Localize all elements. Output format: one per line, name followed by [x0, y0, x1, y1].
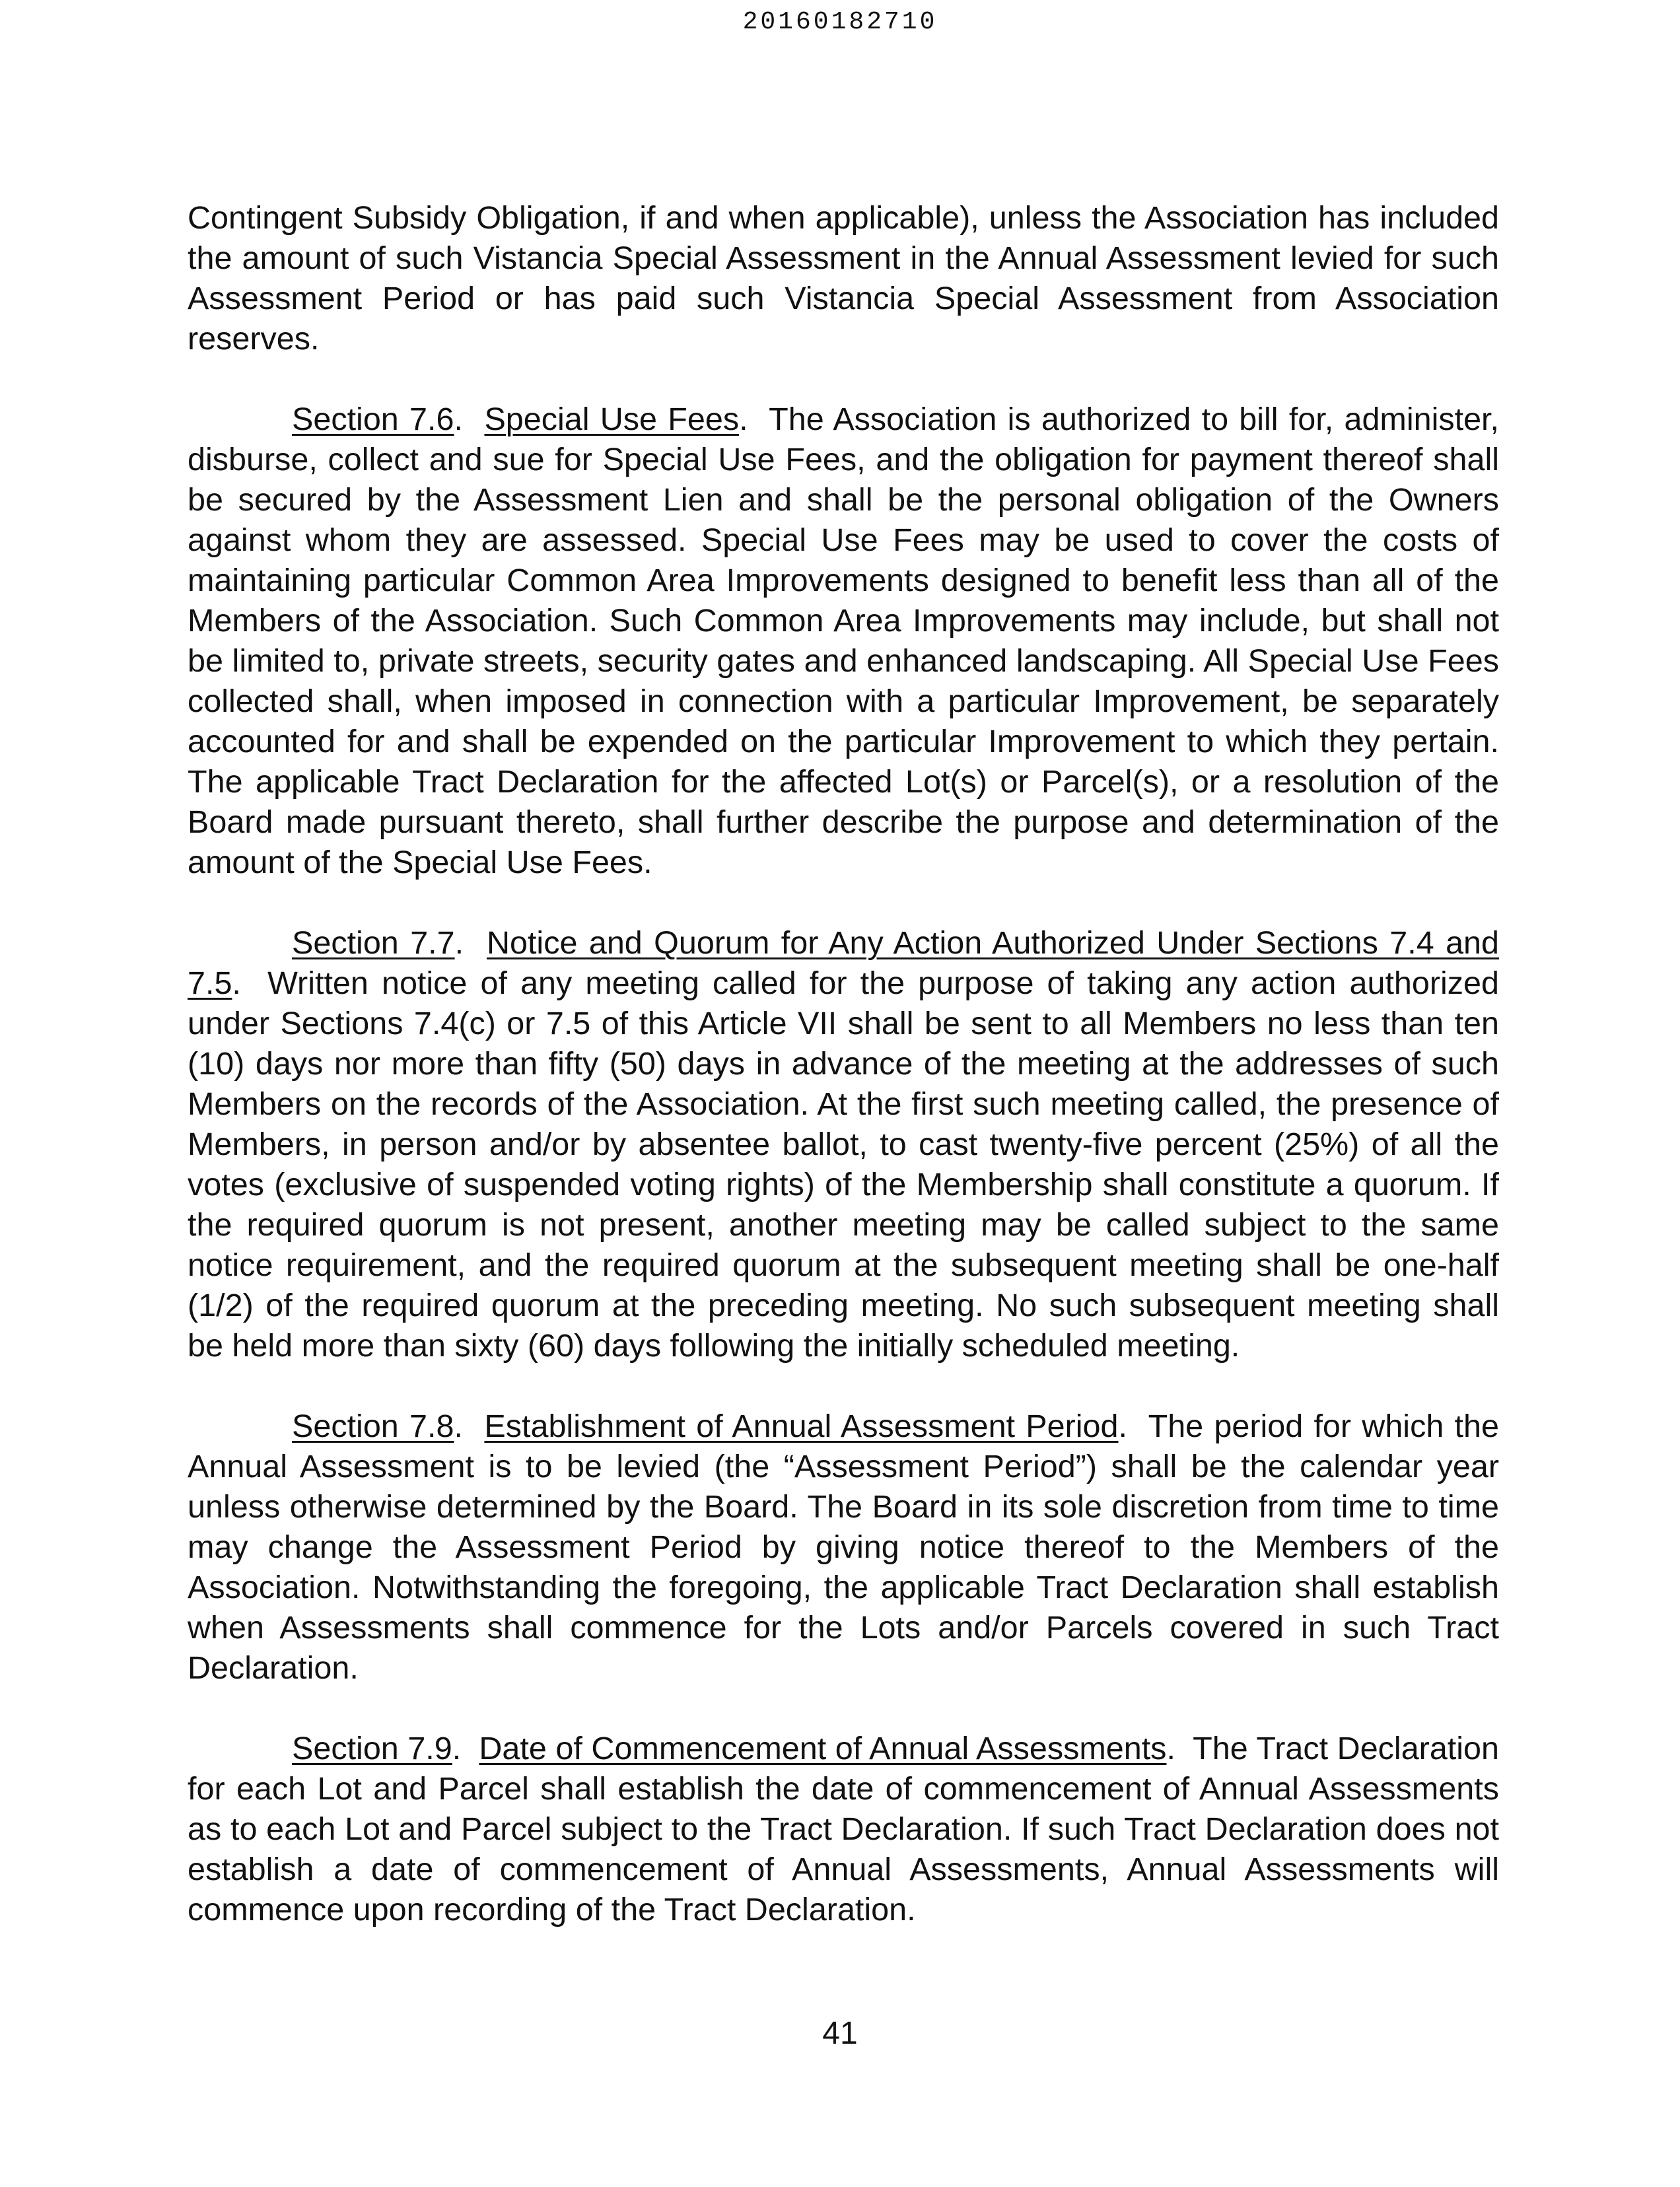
paragraph-continuation [188, 198, 1499, 359]
section-title: Date of Commencement of Annual Assessments [479, 1731, 1167, 1766]
section-text: The period for which the Annual Assessment is to be levied (the “Assessment Period”) shall be the calendar year unless otherwise determined by the Board. The Board in its sole discretion from time to time may change the Assessment Period by giving notice thereof to the Members of the Association. Notwithstanding the foregoing, the applicable Tract Declaration shall establish when Assessments shall commence for the Lots and/or Parcels covered in such Tract Declaration. [188, 1408, 1499, 1686]
document-recording-number: 20160182710 [742, 8, 938, 36]
section-7-8: Section 7.8. Establishment of Annual Assessment Period. The period for which the Annual Assessment is to be levied (the “Assessment Period”) shall be the calendar year unless otherwise determined by the Board. The Board in its sole discretion from time to time may change the Assessment Period by giving notice thereof to the Members of the Association. Notwithstanding the foregoing, the applicable Tract Declaration shall establish when Assessments shall commence for the Lots and/or Parcels covered in such Tract Declaration. [188, 1408, 1499, 1686]
section-title: Establishment of Annual Assessment Period [484, 1408, 1119, 1444]
section-number: Section 7.7 [292, 925, 455, 961]
section-7-7: Section 7.7. Notice and Quorum for Any Action Authorized Under Sections 7.4 and 7.5. Written notice of any meeting called for the purpose of taking any action authorized under Sections 7.4(c) or 7.5 of this Article VII shall be sent to all Members no less than ten (10) days nor more than fifty (50) days in advance of the meeting at the addresses of such Members on the records of the Association. At the first such meeting called, the presence of Members, in person and/or by absentee ballot, to cast twenty-five percent (25%) of all the votes (exclusive of suspended voting rights) of the Membership shall constitute a quorum. If the required quorum is not present, another meeting may be called subject to the same notice requirement, and the required quorum at the subsequent meeting shall be one-half (1/2) of the required quorum at the preceding meeting. No such subsequent meeting shall be held more than sixty (60) days following the initially scheduled meeting. [188, 925, 1500, 1364]
document-body [188, 198, 1499, 1930]
section-number: Section 7.9 [292, 1731, 452, 1766]
section-number: Section 7.6 [292, 401, 454, 437]
section-title: Special Use Fees [484, 401, 740, 437]
section-text: Written notice of any meeting called for the purpose of taking any action authorized under Sections 7.4(c) or 7.5 of this Article VII shall be sent to all Members no less than ten (10) days nor more than fifty (50) days in advance of the meeting at the addresses of such Members on the records of the Association. At the first such meeting called, the presence of Members, in person and/or by absentee ballot, to cast twenty-five percent (25%) of all the votes (exclusive of suspended voting rights) of the Membership shall constitute a quorum. If the required quorum is not present, another meeting may be called subject to the same notice requirement, and the required quorum at the subsequent meeting shall be one-half (1/2) of the required quorum at the preceding meeting. No such subsequent meeting shall be held more than sixty (60) days following the initially scheduled meeting. [188, 965, 1499, 1364]
page-number: 41 [822, 2016, 858, 2051]
section-7-9: Section 7.9. Date of Commencement of Annual Assessments. The Tract Declaration for each Lot and Parcel shall establish the date of commencement of Annual Assessments as to each Lot and Parcel subject to the Tract Declaration. If such Tract Declaration does not establish a date of commencement of Annual Assessments, Annual Assessments will commence upon recording of the Tract Declaration. [188, 1731, 1499, 1927]
section-text: The Association is authorized to bill for, administer, disburse, collect and sue for Special Use Fees, and the obligation for payment thereof shall be secured by the Assessment Lien and shall be the personal obligation of the Owners against whom they are assessed. Special Use Fees may be used to cover the costs of maintaining particular Common Area Improvements designed to benefit less than all of the Members of the Association. Such Common Area Improvements may include, but shall not be limited to, private streets, security gates and enhanced landscaping. All Special Use Fees collected shall, when imposed in connection with a particular Improvement, be separately accounted for and shall be expended on the particular Improvement to which they pertain. The applicable Tract Declaration for the affected Lot(s) or Parcel(s), or a resolution of the Board made pursuant thereto, shall further describe the purpose and determination of the amount of the Special Use Fees. [188, 401, 1499, 880]
section-title: Notice and Quorum for Any Action Authorized Under Sections 7.4 and 7.5 [188, 925, 1500, 1001]
section-text: The Tract Declaration for each Lot and Parcel shall establish the date of commencement of Annual Assessments as to each Lot and Parcel subject to the Tract Declaration. If such Tract Declaration does not establish a date of commencement of Annual Assessments, Annual Assessments will commence upon recording of the Tract Declaration. [188, 1731, 1499, 1927]
section-7-6: Section 7.6. Special Use Fees. The Association is authorized to bill for, administer, disburse, collect and sue for Special Use Fees, and the obligation for payment thereof shall be secured by the Assessment Lien and shall be the personal obligation of the Owners against whom they are assessed. Special Use Fees may be used to cover the costs of maintaining particular Common Area Improvements designed to benefit less than all of the Members of the Association. Such Common Area Improvements may include, but shall not be limited to, private streets, security gates and enhanced landscaping. All Special Use Fees collected shall, when imposed in connection with a particular Improvement, be separately accounted for and shall be expended on the particular Improvement to which they pertain. The applicable Tract Declaration for the affected Lot(s) or Parcel(s), or a resolution of the Board made pursuant thereto, shall further describe the purpose and determination of the amount of the Special Use Fees. [188, 401, 1499, 880]
paragraph-text: Contingent Subsidy Obligation, if and when applicable), unless the Association has included the amount of such Vistancia Special Assessment in the Annual Assessment levied for such Assessment Period or has paid such Vistancia Special Assessment from Association reserves. [188, 200, 1499, 357]
section-number: Section 7.8 [292, 1408, 454, 1444]
